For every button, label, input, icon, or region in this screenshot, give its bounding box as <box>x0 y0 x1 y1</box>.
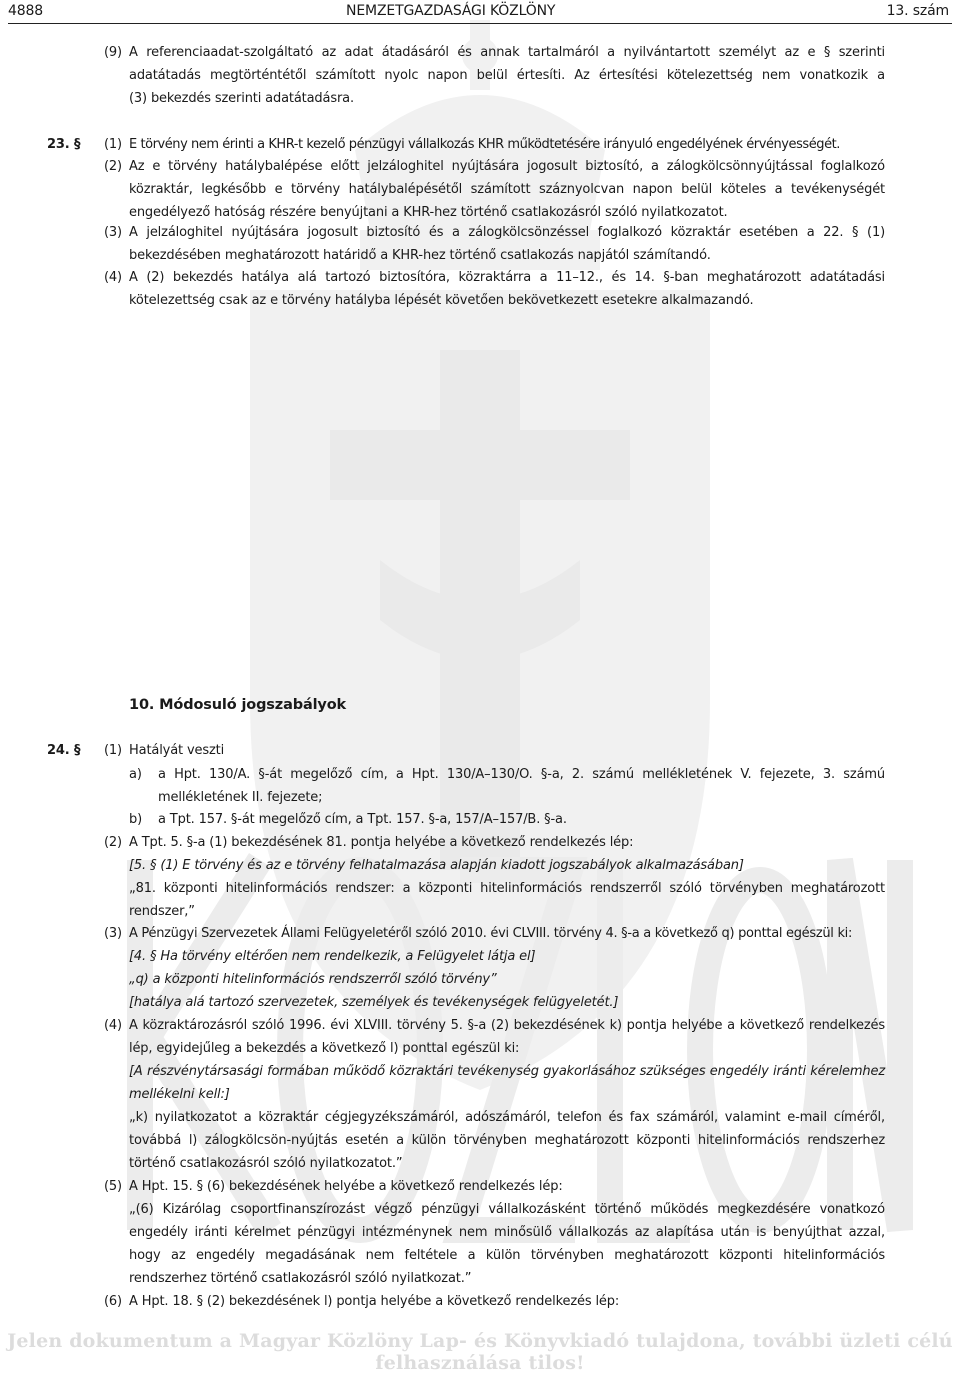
section-number: 23. § <box>47 137 81 152</box>
paragraph-text: Az e törvény hatálybalépése előtt jelzáloghitel nyújtására jogosult biztosító, a zálogkölcsönnyújtással foglalkozó közraktár, legkésőbb e törvény hatálybalépésétől számított száznyolcvan napon belül köteles a tevékenységét engedélyező hatóság részére benyújtani a KHR-hez történő csatlakozásról szóló nyilatkozatot. <box>129 159 885 220</box>
paragraph-text: A Tpt. 5. §-a (1) bekezdésének 81. pontja helyébe a következő rendelkezés lép: <box>129 835 634 850</box>
context-text: [4. § Ha törvény eltérően nem rendelkezik, a Felügyelet látja el] <box>129 949 536 964</box>
section-number: 24. § <box>47 743 81 758</box>
paragraph-number: (3) <box>104 926 122 941</box>
ownership-footer: Jelen dokumentum a Magyar Közlöny Lap- és Könyvkiadó tulajdona, további üzleti célú felhasználása tilos! <box>7 1330 953 1374</box>
paragraph-number: (2) <box>104 159 122 174</box>
quoted-text: „k) nyilatkozatot a közraktár cégjegyzékszámáról, adószámáról, telefon és fax számáról, valamint e-mail címéről, továbbá l) zálogkölcsön-nyújtás esetén a külön törvényben meghatározott központi hitelinformációs rendszerhez történő csatlakozásról szóló nyilatkozatot.” <box>129 1110 885 1171</box>
paragraph-number: (1) <box>104 743 122 758</box>
paragraph-text: A (2) bekezdés hatálya alá tartozó biztosítóra, közraktárra a 11–12., és 14. §-ban meghatározott adatátadási kötelezettség csak az e törvény hatályba lépését követően bekövetkezett esetekre alkalmazandó. <box>129 270 885 308</box>
list-marker: b) <box>129 812 143 827</box>
paragraph-number: (9) <box>104 45 122 60</box>
paragraph-number: (5) <box>104 1179 122 1194</box>
quoted-text: „q) a központi hitelinformációs rendszerről szóló törvény” <box>129 972 497 987</box>
paragraph-number: (4) <box>104 270 122 285</box>
chapter-title: 10. Módosuló jogszabályok <box>129 697 347 713</box>
publication-title: NEMZETGAZDASÁGI KÖZLÖNY <box>346 3 556 19</box>
paragraph-text: Hatályát veszti <box>129 743 225 758</box>
paragraph-text: A Hpt. 18. § (2) bekezdésének l) pontja helyébe a következő rendelkezés lép: <box>129 1294 620 1309</box>
quoted-text: „81. központi hitelinformációs rendszer: a központi hitelinformációs rendszerről szóló törvényben meghatározott rendszer,” <box>129 881 885 919</box>
list-marker: a) <box>129 767 142 782</box>
paragraph-text: A jelzáloghitel nyújtására jogosult biztosító és a zálogkölcsönzéssel foglalkozó közraktár esetében a 22. § (1) bekezdésében meghatározott határidő a KHR-hez történő csatlakozás napjától számítandó. <box>129 225 885 263</box>
paragraph-text: A közraktározásról szóló 1996. évi XLVIII. törvény 5. §-a (2) bekezdésének k) pontja helyébe a következő rendelkezés lép, egyidejűleg a bekezdés a következő l) ponttal egészül ki: <box>129 1018 885 1056</box>
context-text: [5. § (1) E törvény és az e törvény felhatalmazása alapján kiadott jogszabályok alkalmazásában] <box>129 858 744 873</box>
paragraph-text: A Hpt. 15. § (6) bekezdésének helyébe a következő rendelkezés lép: <box>129 1179 563 1194</box>
issue-number: 13. szám <box>886 3 949 19</box>
paragraph-line: (3) bekezdés szerinti adatátadásra. <box>129 91 354 106</box>
paragraph-text: A Pénzügyi Szervezetek Állami Felügyeletéről szóló 2010. évi CLVIII. törvény 4. §-a a következő q) ponttal egészül ki: <box>129 926 853 941</box>
paragraph-number: (3) <box>104 225 122 240</box>
page-number: 4888 <box>8 3 44 19</box>
list-item-text: a Hpt. 130/A. §-át megelőző cím, a Hpt. 130/A–130/O. §-a, 2. számú mellékletének V. fejezete, 3. számú mellékletének II. fejezete; <box>158 767 885 805</box>
paragraph-line: adatátadás megtörténtétől számított nyolc napon belül értesíti. Az értesítési kötelezettség nem vonatkozik a <box>129 68 885 83</box>
paragraph-number: (6) <box>104 1294 122 1309</box>
paragraph-text: E törvény nem érinti a KHR-t kezelő pénzügyi vállalkozás KHR működtetésére irányuló engedélyének érvényességét. <box>129 137 840 152</box>
paragraph-line: A referenciaadat-szolgáltató az adat átadásáról és annak tartalmáról a nyilvántartott személyt az e § szerinti <box>129 45 885 60</box>
paragraph-number: (4) <box>104 1018 122 1033</box>
context-text: [A részvénytársasági formában működő közraktári tevékenység gyakorlásához szükséges engedély iránti kérelemhez mellékelni kell:] <box>129 1064 885 1102</box>
list-item-text: a Tpt. 157. §-át megelőző cím, a Tpt. 157. §-a, 157/A–157/B. §-a. <box>158 812 567 827</box>
paragraph-number: (2) <box>104 835 122 850</box>
quoted-text: „(6) Kizárólag csoportfinanszírozást végző pénzügyi vállalkozásként történő működés megkezdésére vonatkozó engedély iránti kérelmet pénzügyi intézménynek nem minősülő vállalkozás az alapítása után is benyújthat azzal, hogy az engedély megadásának nem feltétele a külön törvényben meghatározott központi hitelinformációs rendszerhez történő csatlakozásról szóló nyilatkozat.” <box>129 1202 885 1286</box>
paragraph-number: (1) <box>104 137 122 152</box>
context-text: [hatálya alá tartozó szervezetek, személyek és tevékenységek felügyeletét.] <box>129 995 619 1010</box>
